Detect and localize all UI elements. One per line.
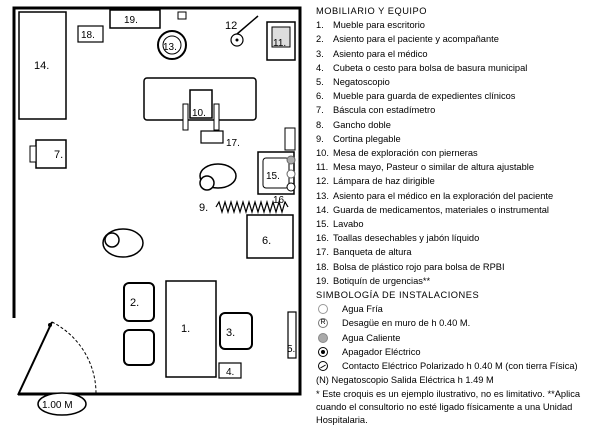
legend-item <box>316 217 602 231</box>
symbol-hot-water <box>316 331 602 345</box>
outlet-icon <box>318 361 328 371</box>
symbol-cold-water <box>316 302 602 316</box>
legend-text: Botiquín de urgencias** <box>333 275 431 286</box>
legend-text: Lavabo <box>333 219 364 230</box>
legend-num: 12. <box>316 176 329 187</box>
legend-text: Toallas desechables y jabón líquido <box>333 233 480 244</box>
double-hook <box>178 12 186 19</box>
legend-text: Mueble para escritorio <box>333 20 425 31</box>
label-1: 1. <box>181 323 191 335</box>
legend-num: 1. <box>316 20 324 31</box>
symbol-label: Desagüe en muro de h 0.40 M. <box>342 318 471 329</box>
symbol-negatoscope: (N) Negatoscopio Salida Eléctrica h 1.49 M <box>316 375 494 386</box>
legend-text: Báscula con estadímetro <box>333 105 436 116</box>
legend-text: Mesa mayo, Pasteur o similar de altura ajustable <box>333 162 535 173</box>
scale-pole <box>30 146 36 162</box>
legend-text: Lámpara de haz dirigible <box>333 176 435 187</box>
symbol-label: Agua Fría <box>342 304 383 315</box>
doctor-chair <box>220 313 252 349</box>
legend-item <box>316 189 602 203</box>
scale-label: 1.00 M <box>42 400 73 411</box>
legend-text: Mesa de exploración con pierneras <box>333 148 478 159</box>
legend-item <box>316 32 602 46</box>
legend-text: Guarda de medicamentos, materiales o instrumental <box>333 204 549 215</box>
symbol-switch <box>316 345 602 359</box>
symbol-label: Contacto Eléctrico Polarizado h 0.40 M (con tierra Física) <box>342 361 578 372</box>
label-10: 10. <box>192 108 206 119</box>
legend-num: 9. <box>316 133 324 144</box>
legend-num: 16. <box>316 233 329 244</box>
legend-num: 15. <box>316 219 329 230</box>
legend-num: 2. <box>316 34 324 45</box>
stirrups-left <box>183 104 188 130</box>
legend-num: 10. <box>316 148 329 159</box>
legend-item <box>316 174 602 188</box>
legend-item <box>316 274 602 288</box>
legend-text: Gancho doble <box>333 119 391 130</box>
symbol-label: Apagador Eléctrico <box>342 346 421 357</box>
door-opening <box>11 318 18 400</box>
legend-num: 19. <box>316 275 329 286</box>
towel-dispenser <box>285 128 295 150</box>
legend-panel <box>316 4 602 427</box>
legend-item <box>316 132 602 146</box>
symbol-label: Agua Caliente <box>342 332 401 343</box>
label-5: 5. <box>287 344 296 355</box>
legend-text: Cubeta o cesto para bolsa de basura municipal <box>333 62 528 73</box>
legend-num: 18. <box>316 261 329 272</box>
legend-text: Banqueta de altura <box>333 247 412 258</box>
label-4: 4. <box>226 367 235 378</box>
legend-text: Asiento para el médico en la exploración del paciente <box>333 190 554 201</box>
legend-item <box>316 103 602 117</box>
legend-num: 3. <box>316 48 324 59</box>
drain-icon <box>287 183 295 191</box>
legend-text: Negatoscopio <box>333 77 390 88</box>
legend-item <box>316 231 602 245</box>
label-2: 2. <box>130 297 140 309</box>
label-14: 14. <box>34 60 50 72</box>
legend-num: 13. <box>316 190 329 201</box>
label-17: 17. <box>226 138 240 149</box>
legend-item <box>316 160 602 174</box>
legend-item <box>316 146 602 160</box>
legend-num: 14. <box>316 204 329 215</box>
step-stool <box>201 131 223 143</box>
label-9: 9. <box>199 202 209 214</box>
label-12: 12 <box>225 20 238 32</box>
symbol-drain <box>316 316 602 330</box>
legend-items <box>316 18 602 288</box>
drain-icon: R <box>318 318 328 328</box>
person-head <box>105 233 119 247</box>
cold-water-icon <box>318 304 328 314</box>
label-11: 11. <box>273 38 287 49</box>
legend-item <box>316 75 602 89</box>
patient-head <box>200 176 214 190</box>
hot-water-icon <box>287 156 295 164</box>
legend-num: 8. <box>316 119 324 130</box>
label-19: 19. <box>124 15 138 26</box>
legend-text: Asiento para el médico <box>333 48 428 59</box>
label-7: 7. <box>54 149 64 161</box>
label-3: 3. <box>226 327 236 339</box>
patient-chair-2 <box>124 330 154 365</box>
legend-item <box>316 118 602 132</box>
legend-num: 7. <box>316 105 324 116</box>
lamp-base-center <box>236 39 239 42</box>
hot-water-icon <box>318 333 328 343</box>
door-knob <box>48 323 52 327</box>
legend-num: 6. <box>316 91 324 102</box>
label-15: 15. <box>266 171 280 182</box>
legend-num: 5. <box>316 77 324 88</box>
legend-item <box>316 89 602 103</box>
legend-num: 4. <box>316 62 324 73</box>
switch-icon <box>318 347 328 357</box>
legend-item <box>316 47 602 61</box>
desk <box>166 281 216 377</box>
door-swing <box>52 322 96 394</box>
cold-water-icon <box>287 170 295 178</box>
footnote: * Este croquis es un ejemplo ilustrativo, no es limitativo. **Aplica cuando el consultorio no esté ligado físicamente a una Unidad Hospitalaria. <box>316 389 581 426</box>
stirrups-right <box>214 104 219 130</box>
legend-text: Asiento para el paciente y acompañante <box>333 34 499 45</box>
door-leaf <box>18 322 52 395</box>
label-6: 6. <box>262 235 272 247</box>
legend-title: MOBILIARIO Y EQUIPO <box>316 6 427 16</box>
legend-item <box>316 61 602 75</box>
legend-item <box>316 260 602 274</box>
label-16: 16. <box>273 195 287 206</box>
lamp-arm <box>237 16 258 34</box>
legend-text: Mueble para guarda de expedientes clínicos <box>333 91 516 102</box>
legend-item <box>316 245 602 259</box>
label-18: 18. <box>81 30 95 41</box>
legend-text: Bolsa de plástico rojo para bolsa de RPBI <box>333 261 505 272</box>
legend-num: 17. <box>316 247 329 258</box>
legend-item <box>316 18 602 32</box>
label-13: 13. <box>163 42 177 53</box>
symbols-title: SIMBOLOGÍA DE INSTALACIONES <box>316 290 480 301</box>
legend-item <box>316 203 602 217</box>
symbol-outlet <box>316 359 602 373</box>
legend-num: 11. <box>316 162 329 173</box>
legend-text: Cortina plegable <box>333 133 401 144</box>
